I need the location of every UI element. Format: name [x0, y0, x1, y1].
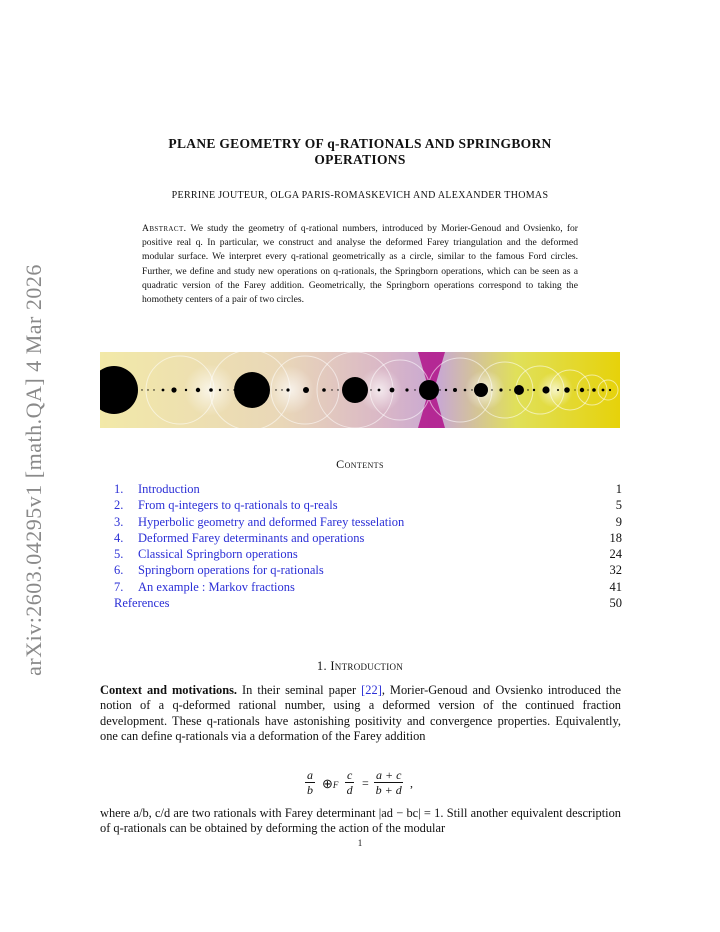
toc-page: 18	[609, 530, 622, 545]
arxiv-identifier: arXiv:2603.04295v1 [math.QA] 4 Mar 2026	[21, 264, 46, 676]
toc-page: 41	[609, 579, 622, 594]
paragraph-lead: Context and motivations.	[100, 683, 238, 697]
fraction-c-over-d	[345, 768, 354, 798]
paper-title	[110, 136, 610, 168]
toc-number: 2.	[114, 498, 124, 513]
farey-addition-formula	[300, 768, 460, 808]
formula-comma: ,	[410, 776, 413, 790]
section-title: Introduction	[330, 659, 404, 673]
numerator: a	[307, 768, 313, 782]
toc-entry-introduction[interactable]	[114, 481, 622, 497]
toc-page: 9	[615, 514, 622, 529]
intro-paragraph-continued: where a/b, c/d are two rationals with Farey determinant |ad − bc| = 1. Still another equivalent description of q-rationals can be obtained by deforming the action of the modular	[100, 806, 621, 836]
citation-link[interactable]: [22]	[361, 683, 382, 697]
arxiv-sidebar	[14, 250, 54, 690]
toc-page: 32	[609, 563, 622, 578]
toc-page: 5	[615, 498, 622, 513]
toc-entry-classical-springborn[interactable]	[114, 546, 622, 562]
paragraph-text: In their seminal paper	[242, 683, 357, 697]
intro-paragraph	[100, 683, 621, 744]
toc-entry-markov-fractions[interactable]	[114, 579, 622, 595]
toc-number: 4.	[114, 530, 124, 545]
author-list: PERRINE JOUTEUR, OLGA PARIS-ROMASKEVICH AND ALEXANDER THOMAS	[171, 190, 549, 201]
toc-page: 50	[609, 596, 622, 611]
section-heading-introduction	[100, 659, 620, 674]
toc-link[interactable]: An example : Markov fractions	[138, 579, 295, 594]
deformed-ford-circles-figure	[100, 352, 620, 428]
abstract-body: We study the geometry of q-rational numbers, introduced by Morier-Genoud and Ovsienko, for positive real q. In particular, we construct and analyse the deformed Farey triangulation and the deformed modular surface. We interpret every q-rational geometrically as a circle, similar to the famous Ford circles. Further, we define and study new operations on q-rationals, the Springborn operations, which can be seen as a quadratic version of the Farey addition. Geometrically, the Springborn operations correspond to taking the homothety centers of a pair of two circles.	[142, 223, 578, 306]
abstract-heading: Abstract.	[142, 223, 187, 234]
toc-entry-hyperbolic-geometry[interactable]	[114, 514, 622, 530]
toc-entry-farey-determinants[interactable]	[114, 530, 622, 546]
page-number: 1	[357, 838, 363, 848]
numerator: c	[347, 768, 353, 782]
toc-number: 6.	[114, 563, 124, 578]
toc-page: 24	[609, 547, 622, 562]
toc-link[interactable]: Introduction	[138, 482, 200, 496]
farey-plus-operator: ⊕F	[322, 776, 339, 791]
toc-link[interactable]: Deformed Farey determinants and operations	[138, 530, 365, 545]
toc-link[interactable]: Classical Springborn operations	[138, 547, 298, 562]
denominator: b + d	[375, 783, 402, 797]
toc-page: 1	[615, 482, 622, 496]
toc-number: 1.	[114, 482, 124, 496]
denominator: d	[346, 783, 353, 797]
contents-heading: Contents	[336, 457, 384, 471]
toc-link[interactable]: References	[114, 596, 170, 611]
toc-link[interactable]: From q-integers to q-rationals to q-reals	[138, 498, 338, 513]
toc-entry-springborn-q-rationals[interactable]	[114, 562, 622, 578]
equals-sign: =	[362, 776, 369, 790]
paragraph-text: , Morier-Genoud and Ovsienko introduced the notion of a q-deformed rational number, using a deformed version of the continued fraction development. These q-rationals have astonishing positivity and convergence properties. Equivalently, one can define q-rationals via a deformation of the Farey addition	[100, 683, 621, 743]
toc-link[interactable]: Springborn operations for q-rationals	[138, 563, 324, 578]
toc-entry-q-integers[interactable]	[114, 497, 622, 513]
section-number: 1.	[316, 659, 327, 673]
title-line-1: PLANE GEOMETRY OF q-RATIONALS AND SPRINGBORN	[168, 136, 552, 151]
toc-link[interactable]: Hyperbolic geometry and deformed Farey tesselation	[138, 514, 405, 529]
fraction-sum	[374, 768, 403, 798]
title-line-2: OPERATIONS	[314, 152, 406, 167]
numerator: a + c	[376, 768, 402, 782]
toc-number: 5.	[114, 547, 124, 562]
abstract	[142, 222, 578, 307]
toc-number: 7.	[114, 579, 124, 594]
table-of-contents	[114, 481, 622, 611]
fraction-a-over-b	[305, 768, 315, 798]
toc-entry-references[interactable]	[114, 595, 622, 611]
toc-number: 3.	[114, 514, 124, 529]
denominator: b	[307, 783, 313, 797]
